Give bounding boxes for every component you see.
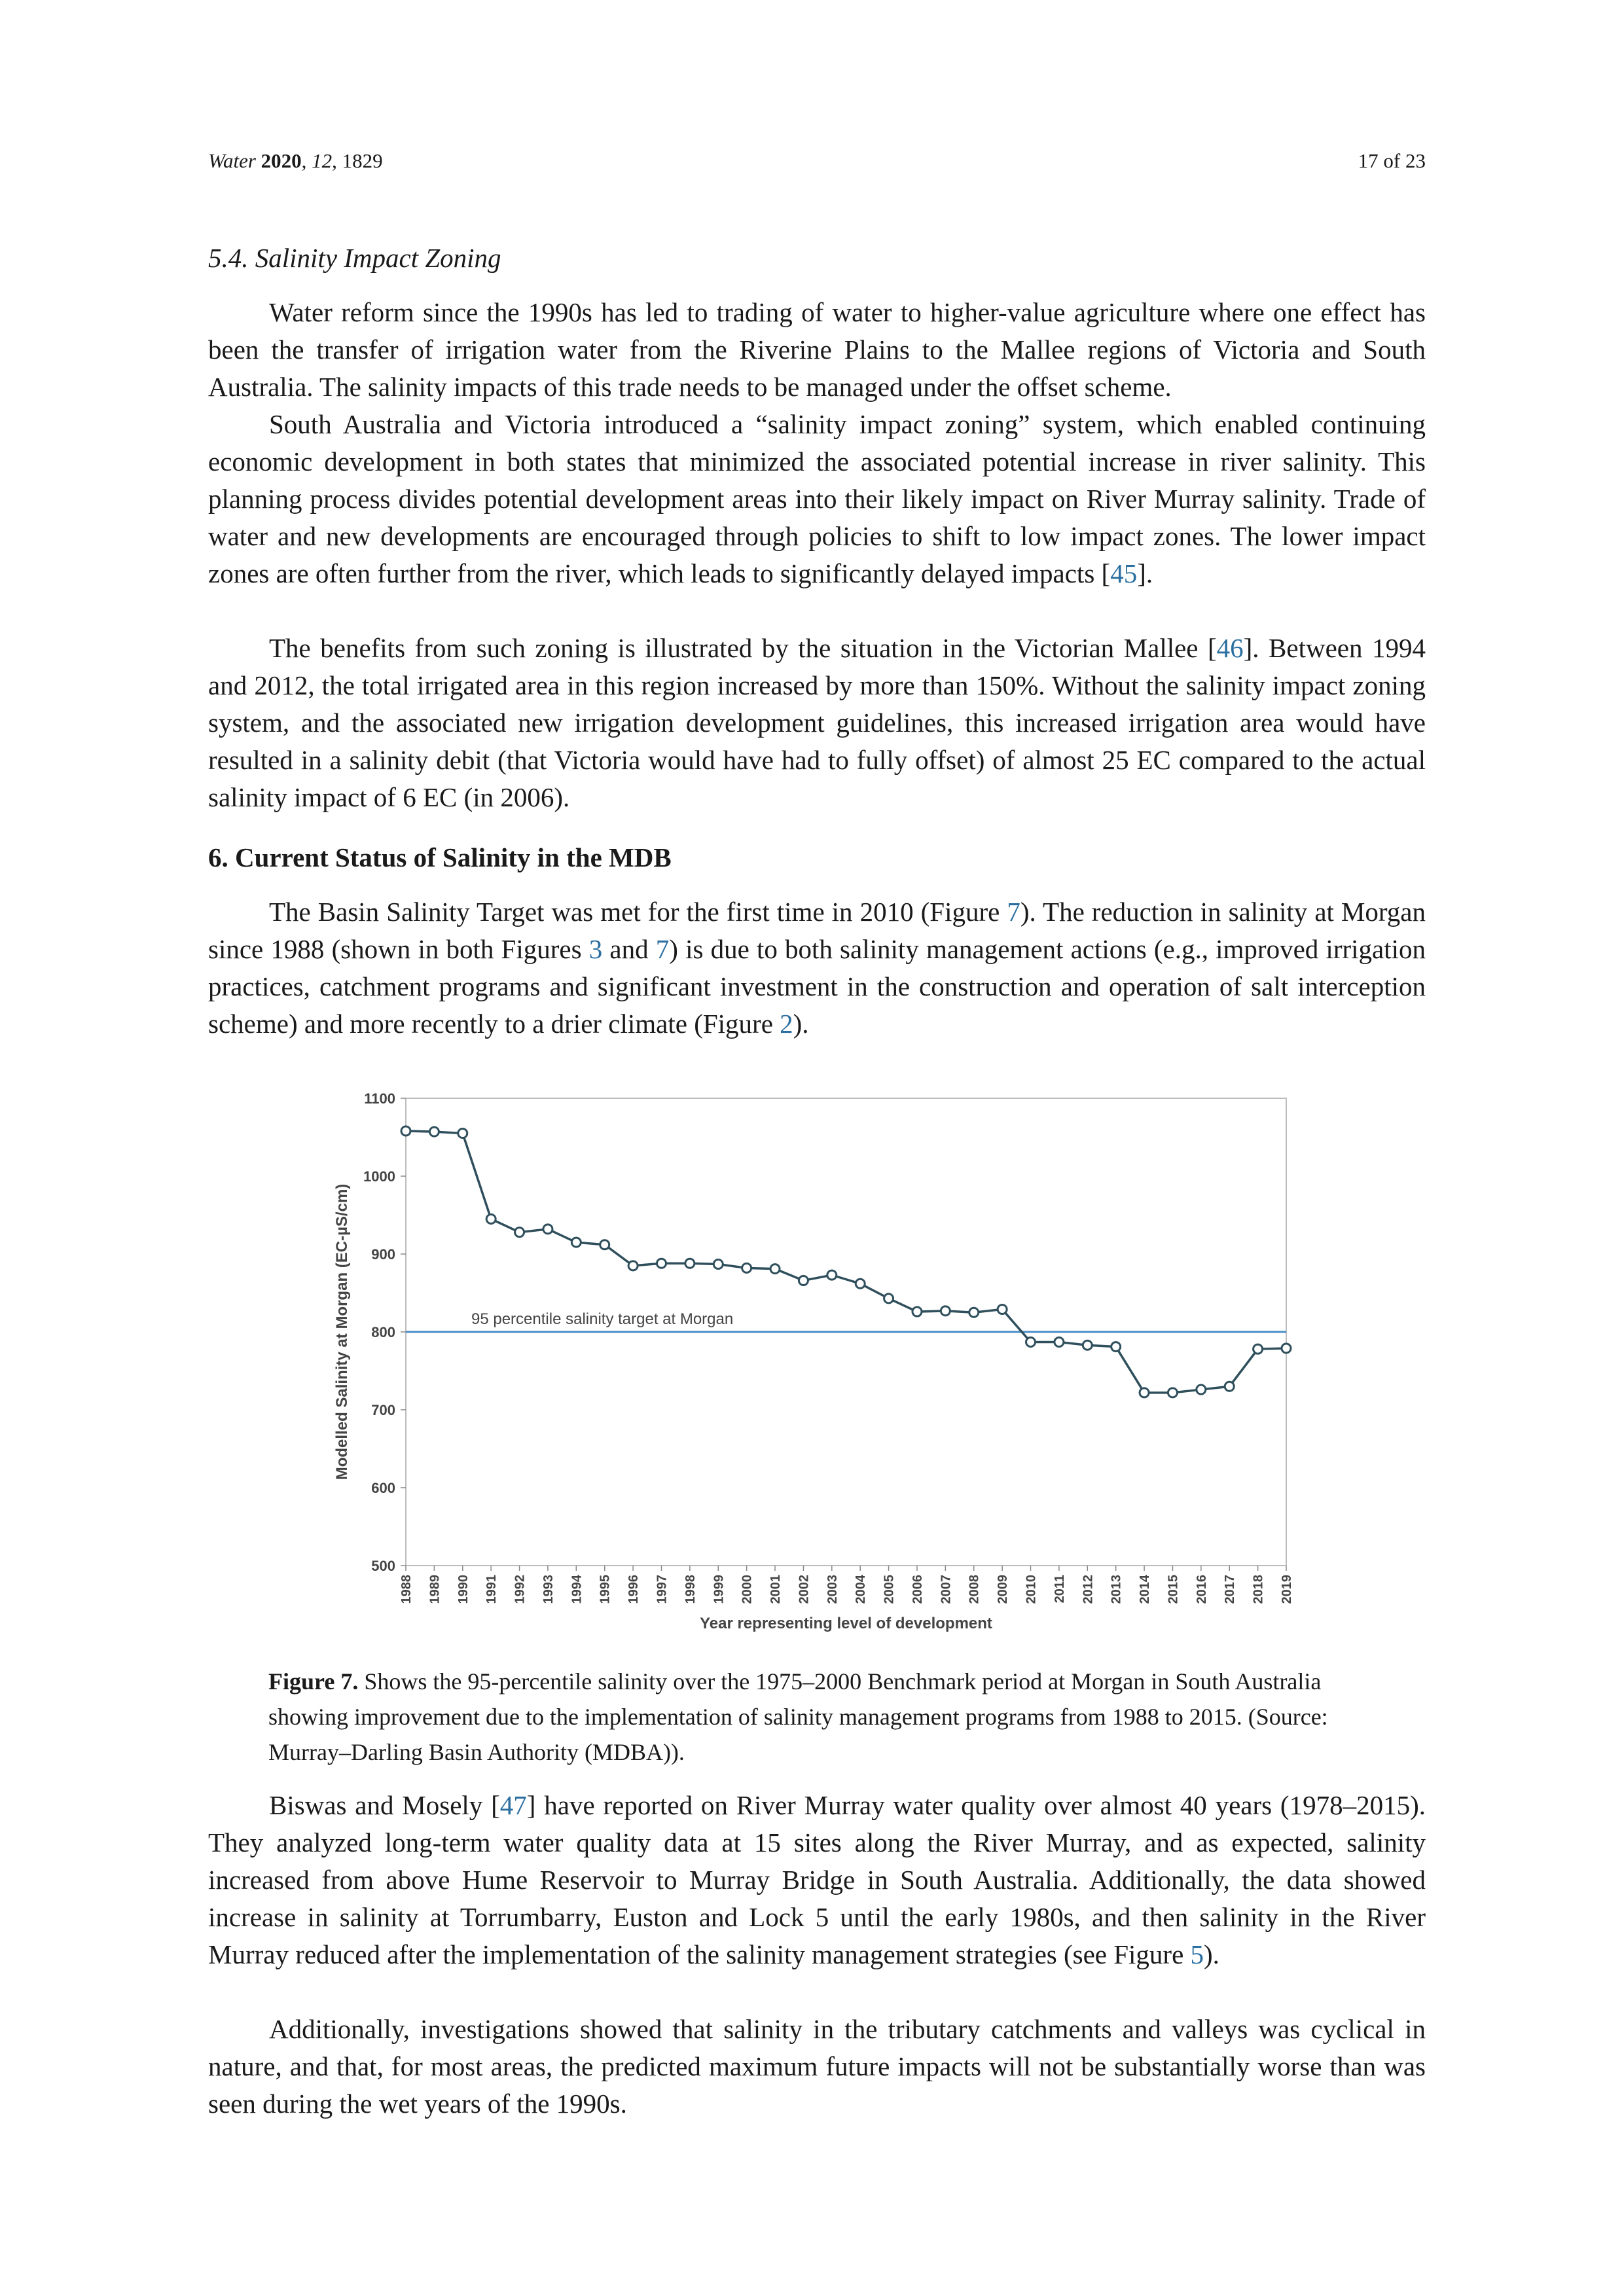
x-tick-label: 2018 — [1251, 1575, 1266, 1604]
x-tick-label: 2006 — [910, 1575, 925, 1604]
salinity-data-point — [1282, 1344, 1291, 1353]
x-tick-label: 2005 — [882, 1575, 897, 1604]
x-tick-label: 1992 — [513, 1575, 528, 1604]
figure-link-7b[interactable]: 7 — [655, 934, 670, 964]
section-title-6: 6. Current Status of Salinity in the MDB — [208, 842, 672, 872]
salinity-data-point — [799, 1276, 808, 1285]
caption-label: Figure 7. — [268, 1668, 359, 1695]
figure-link-7[interactable]: 7 — [1007, 897, 1020, 927]
x-tick-label: 2009 — [996, 1575, 1011, 1604]
salinity-data-point — [657, 1259, 666, 1268]
salinity-data-point — [856, 1279, 865, 1288]
running-header: Water 2020, 12, 1829 17 of 23 — [208, 149, 1426, 172]
salinity-data-point — [401, 1126, 410, 1136]
x-tick-label: 2014 — [1138, 1575, 1153, 1604]
salinity-data-point — [827, 1270, 837, 1280]
salinity-data-point — [1254, 1344, 1263, 1354]
y-tick-label: 700 — [371, 1402, 395, 1418]
salinity-data-point — [515, 1228, 524, 1237]
y-tick-label: 1000 — [363, 1168, 395, 1185]
y-tick-label: 800 — [371, 1324, 395, 1340]
figure-7 — [308, 1073, 1316, 1649]
x-tick-label: 2011 — [1052, 1575, 1067, 1604]
x-tick-label: 1990 — [456, 1575, 471, 1604]
x-tick-label: 2000 — [740, 1575, 755, 1604]
y-tick-label: 500 — [371, 1558, 395, 1574]
salinity-data-point — [941, 1306, 950, 1316]
x-tick-label: 2013 — [1109, 1575, 1124, 1604]
salinity-data-point — [998, 1304, 1007, 1314]
salinity-data-point — [543, 1225, 552, 1234]
paragraph-basin-target: The Basin Salinity Target was met for the first time in 2010 (Figure 7). The reduction in salinity at Morgan since 1988 (shown in both Figures 3 and 7) is due to both salinity management actions (e.g., improved irrigation practices, catchment programs and significant investment in the construction and operation of salt interception scheme) and more recently to a drier climate (Figure 2). — [208, 897, 1426, 1039]
paragraph-victorian-mallee: The benefits from such zoning is illustrated by the situation in the Victorian Mallee [46]. Between 1994 and 2012, the total irrigated area in this region increased by more than 150%. Without the salinity impact zoning system, and the associated new irrigation development guidelines, this increased irrigation area would have resulted in a salinity debit (that Victoria would have had to fully offset) of almost 25 EC compared to the actual salinity impact of 6 EC (in 2006). — [208, 633, 1426, 812]
salinity-data-point — [571, 1238, 581, 1247]
x-tick-label: 2008 — [967, 1575, 982, 1604]
figure-link-3[interactable]: 3 — [588, 934, 603, 964]
salinity-data-point — [429, 1127, 439, 1136]
x-tick-label: 2017 — [1223, 1575, 1238, 1604]
paragraph-biswas-mosely: Biswas and Mosely [47] have reported on River Murray water quality over almost 40 years (1978–2015). They analyzed long-term water quality data at 15 sites along the River Murray, and as expected, salinity increased from above Hume Reservoir to Murray Bridge in South Australia. Additionally, the data showed increase in salinity at Torrumbarry, Euston and Lock 5 until the early 1980s, and then salinity in the River Murray reduced after the implementation of the salinity management strategies (see Figure 5). — [208, 1790, 1426, 1969]
paragraph-investigations: Additionally, investigations showed that salinity in the tributary catchments and valleys was cyclical in nature, and that, for most areas, the predicted maximum future impacts will not be substantially worse than was seen during the wet years of the 1990s. — [208, 2014, 1426, 2119]
journal-year: 2020 — [261, 149, 302, 172]
x-tick-label: 1998 — [683, 1575, 698, 1604]
x-tick-label: 2015 — [1166, 1575, 1181, 1604]
salinity-data-point — [912, 1307, 922, 1316]
x-tick-label: 1999 — [712, 1575, 727, 1604]
salinity-data-point — [458, 1129, 467, 1138]
salinity-data-point — [1111, 1342, 1121, 1352]
citation-link-46[interactable]: 46 — [1216, 633, 1244, 663]
salinity-data-point — [969, 1308, 979, 1317]
salinity-data-point — [1055, 1337, 1064, 1346]
caption-text: Shows the 95-percentile salinity over the 1975–2000 Benchmark period at Morgan in South Australia showing improvement due to the implementation of salinity management programs from 1988 to 2015. (Source: Murray–Darling Basin Authority (MDBA)). — [268, 1668, 1328, 1765]
salinity-data-point — [1083, 1340, 1092, 1350]
salinity-line-chart — [308, 1073, 1316, 1649]
x-tick-label: 1997 — [655, 1575, 670, 1604]
salinity-data-point — [742, 1263, 751, 1272]
salinity-data-point — [600, 1240, 609, 1249]
salinity-data-point — [1197, 1385, 1206, 1394]
salinity-data-point — [685, 1259, 695, 1268]
figure-link-5[interactable]: 5 — [1190, 1939, 1204, 1969]
x-tick-label: 2012 — [1081, 1575, 1096, 1604]
x-tick-label: 1995 — [598, 1575, 613, 1604]
salinity-data-point — [770, 1265, 780, 1274]
salinity-series-line — [406, 1131, 1286, 1393]
x-tick-label: 2016 — [1194, 1575, 1209, 1604]
x-tick-label: 1991 — [484, 1575, 499, 1604]
x-tick-label: 2007 — [939, 1575, 954, 1604]
x-tick-label: 1993 — [541, 1575, 556, 1604]
x-tick-label: 1994 — [569, 1575, 585, 1604]
subsection-title-5-4: 5.4. Salinity Impact Zoning — [208, 243, 501, 273]
salinity-data-point — [1140, 1388, 1149, 1397]
x-tick-label: 2002 — [797, 1575, 812, 1604]
salinity-data-point — [1168, 1388, 1177, 1397]
y-tick-label: 1100 — [364, 1090, 395, 1107]
citation-link-47[interactable]: 47 — [499, 1790, 527, 1820]
x-tick-label: 1989 — [427, 1575, 442, 1604]
figure-7-caption — [268, 1664, 1381, 1770]
paragraph-water-reform: Water reform since the 1990s has led to trading of water to higher-value agriculture where one effect has been the transfer of irrigation water from the Riverine Plains to the Mallee regions of Victoria and South Australia. The salinity impacts of this trade needs to be managed under the offset scheme. — [208, 297, 1426, 402]
salinity-data-point — [486, 1214, 496, 1223]
citation-link-45[interactable]: 45 — [1110, 558, 1138, 588]
article-number: 1829 — [342, 149, 383, 172]
y-tick-label: 900 — [371, 1246, 395, 1263]
paragraph-impact-zoning: South Australia and Victoria introduced a “salinity impact zoning” system, which enabled continuing economic development in both states that minimized the associated potential increase in river salinity. This planning process divides potential development areas into their likely impact on River Murray salinity. Trade of water and new developments are encouraged through policies to shift to low impact zones. The lower impact zones are often further from the river, which leads to significantly delayed impacts [45]. — [208, 409, 1426, 588]
x-tick-label: 2010 — [1024, 1575, 1039, 1604]
journal-name: Water — [208, 149, 256, 172]
x-tick-label: 1996 — [626, 1575, 641, 1604]
salinity-data-point — [884, 1294, 893, 1303]
salinity-data-point — [713, 1259, 723, 1268]
x-tick-label: 2003 — [825, 1575, 840, 1604]
x-tick-label: 2019 — [1280, 1575, 1294, 1604]
page-number: 17 of 23 — [1358, 149, 1426, 172]
salinity-data-point — [1225, 1382, 1234, 1391]
x-tick-label: 2004 — [854, 1575, 869, 1604]
salinity-data-point — [1026, 1337, 1036, 1346]
x-tick-label: 1988 — [399, 1575, 414, 1604]
x-axis-label: Year representing level of development — [700, 1615, 992, 1632]
target-line-label: 95 percentile salinity target at Morgan — [471, 1310, 734, 1328]
salinity-data-point — [628, 1261, 638, 1270]
journal-volume: 12 — [312, 149, 333, 172]
y-axis-label: Modelled Salinity at Morgan (EC-µS/cm) — [333, 1183, 351, 1480]
figure-link-2[interactable]: 2 — [780, 1009, 793, 1039]
x-tick-label: 2001 — [768, 1575, 784, 1604]
y-tick-label: 600 — [371, 1480, 395, 1496]
